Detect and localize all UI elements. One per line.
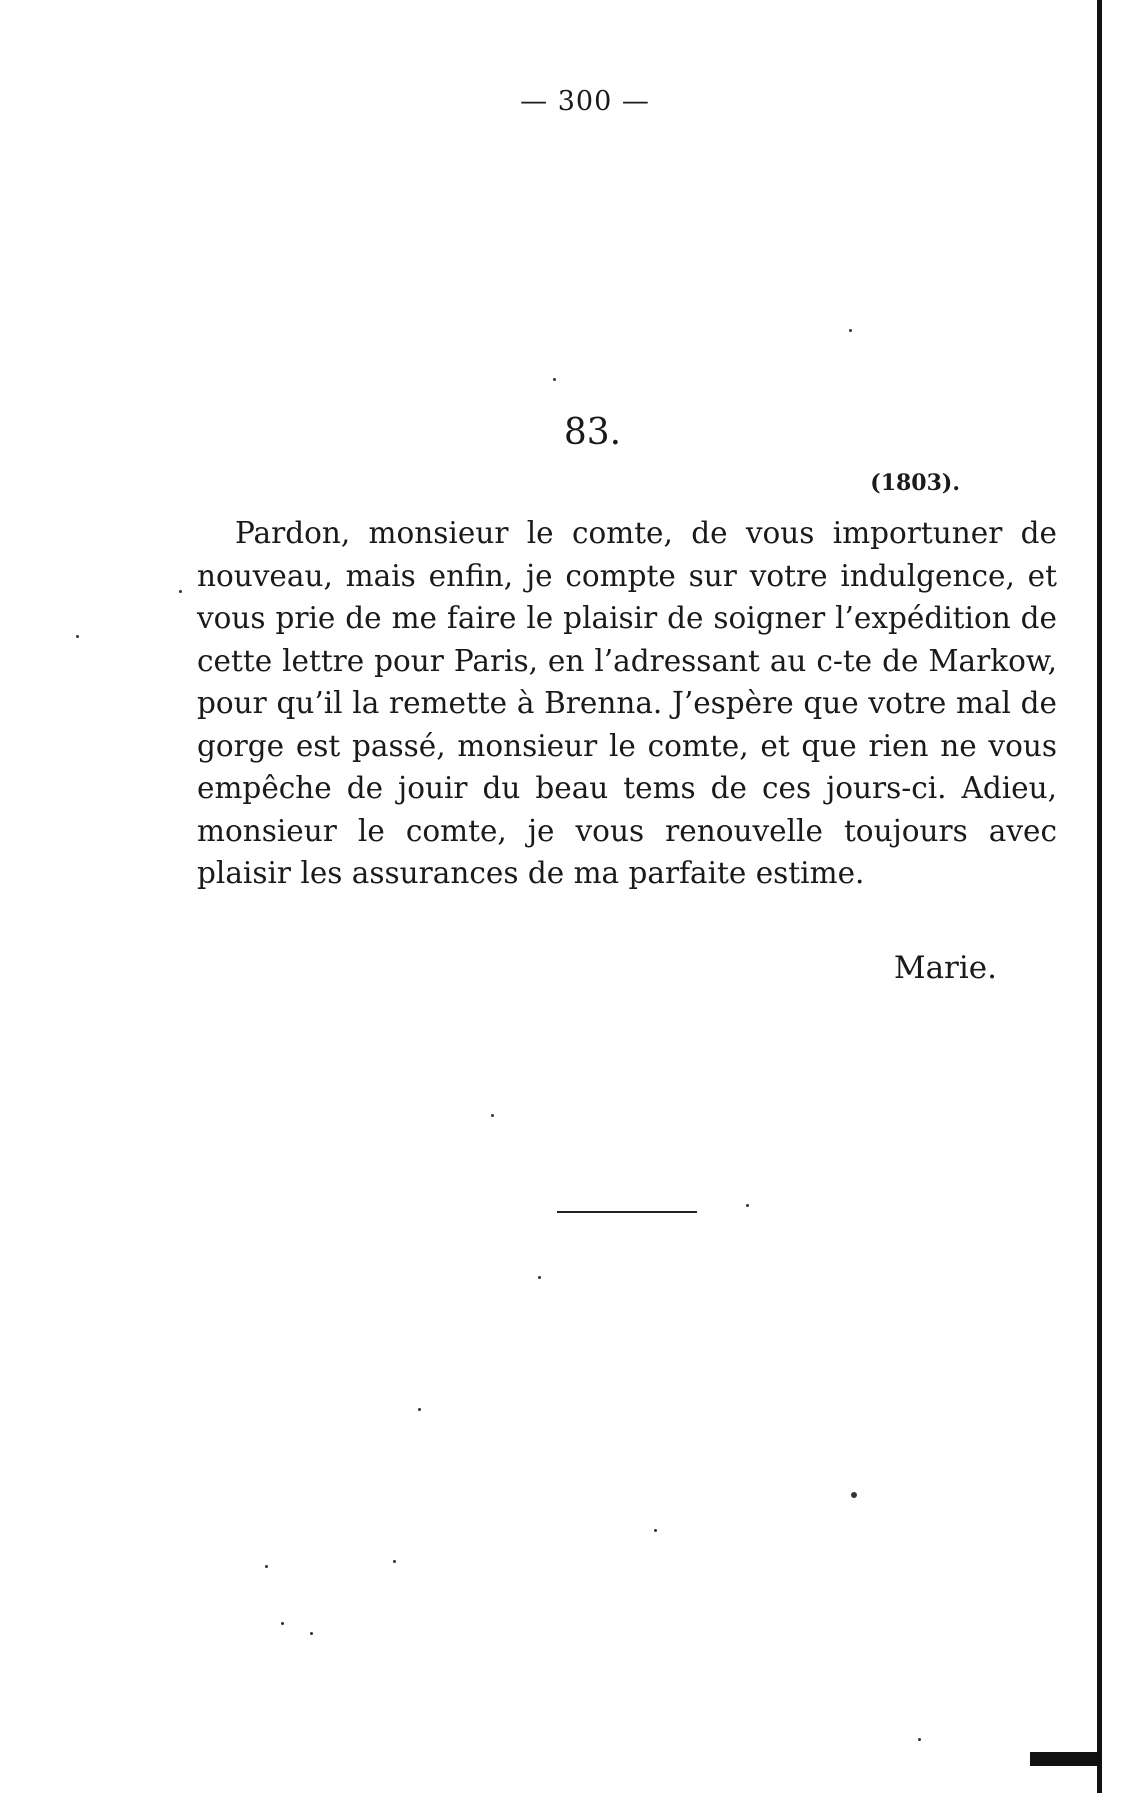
- letter-body: Pardon, monsieur le comte, de vous importuner de nouveau, mais enfin, je compte sur votre indulgence, et vous prie de me faire le plaisir de soigner l’expédition de cette lettre pour Paris, en l’adressant au c-te de Markow, pour qu’il la remette à Brenna. J’espère que votre mal de gorge est passé, monsieur le comte, et que rien ne vous empêche de jouir du beau tems de ces jours-ci. Adieu, monsieur le comte, je vous renouvelle toujours avec plaisir les assurances de ma parfaite estime.: [197, 516, 1057, 890]
- page-edge-corner: [1030, 1752, 1102, 1766]
- page-number: — 300 —: [520, 86, 650, 117]
- scan-speck: [918, 1738, 921, 1741]
- scan-speck: [76, 635, 79, 638]
- scan-speck: [851, 1492, 857, 1498]
- letter-number: 83.: [563, 412, 622, 453]
- scan-speck: [491, 1114, 494, 1117]
- scan-speck: [281, 1622, 284, 1625]
- scan-speck: [310, 1632, 313, 1635]
- signature: Marie.: [893, 950, 997, 986]
- scan-speck: [553, 378, 556, 381]
- scan-speck: [654, 1529, 657, 1532]
- page-edge-border: [1097, 0, 1102, 1793]
- scan-speck: [393, 1560, 396, 1563]
- scan-speck: [418, 1408, 421, 1411]
- separator-rule: [557, 1211, 697, 1213]
- letter-date: (1803).: [870, 470, 960, 496]
- scan-speck: [179, 590, 182, 593]
- scan-speck: [265, 1565, 268, 1568]
- scan-speck: [849, 329, 852, 332]
- scan-speck: [746, 1204, 749, 1207]
- scan-speck: [538, 1276, 541, 1279]
